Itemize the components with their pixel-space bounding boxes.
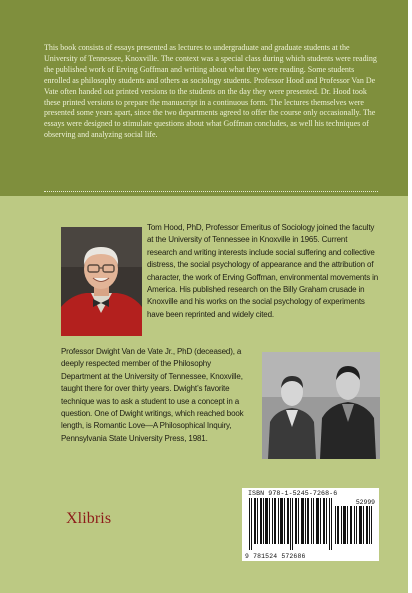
price-code: 52999 [355, 499, 375, 506]
author-bio-dwight-van-de-vate: Professor Dwight Van de Vate Jr., PhD (deceased), a deeply respected member of the Philosophy Department at the University of Tennessee, Knoxville, taught there for over thirty years. Dwight’s favorite technique was to ask a student to use a concept in a question. One of Dwight writings, which reached book length, is Romantic Love—A Philosophical Inquiry, Pennsylvania State University Press, 1981. [61, 347, 244, 443]
isbn-number: ISBN 978-1-5245-7268-6 [248, 490, 338, 497]
book-description: This book consists of essays presented as lectures to undergraduate and graduate students at the University of Tennessee, Knoxville. The context was a special class during which students were reading the published work of Erving Goffman and writing about what they were reading. Some students enrolled as philosophy students and others as sociology students. Professor Hood and Professor Van De Vate often handed out printed versions to the students on the day they were presented. Dr. Hood took these printed versions to prepare the manuscript in a continuous form. The lectures themselves were presented some years apart, since the two departments agreed to offer the course only occasionally. The essays were designed to stimulate questions about what Goffman concludes, as well his techniques of observing and analyzing social life. [44, 43, 377, 140]
dotted-divider [44, 191, 378, 192]
barcode-bars [249, 498, 333, 550]
price-barcode-bars [335, 506, 373, 544]
author-bio-tom-hood: Tom Hood, PhD, Professor Emeritus of Sociology joined the faculty at the University of Tennessee in Knoxville in 1965. Current research and writing interests include social suffering and collective distress, the social psychology of appearance and the attribution of character, the work of Erving Goffman, environmental movements in America. His published research on the Billy Graham crusade in Knoxville and his works on the social psychology of experiments have been reprinted and widely cited. [147, 223, 379, 319]
isbn-barcode [242, 488, 379, 561]
page-edge [408, 0, 412, 593]
publisher-logo: Xlibris [66, 510, 112, 527]
barcode-digits: 9 781524 572686 [245, 553, 306, 560]
author-photo-tom-hood [61, 227, 142, 336]
author-photo-two-men [262, 352, 380, 459]
